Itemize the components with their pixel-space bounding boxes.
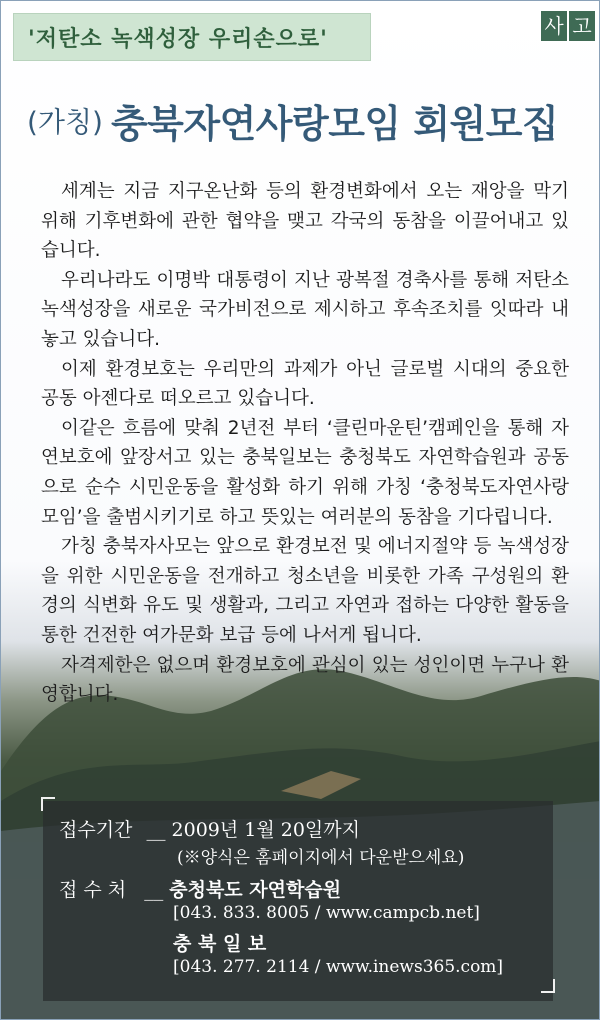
slogan-text: '저탄소 녹색성장 우리손으로' [28,27,328,52]
corner-bracket-top-left [41,797,55,811]
body-paragraph: 이같은 흐름에 맞춰 2년전 부터 ‘클린마운틴’캠페인을 통해 자연보호에 앞장서고 있는 충북일보는 충청북도 자연학습원과 공동으로 순수 시민운동을 활성화 하기 위해 가칭 ‘충청북도자연사랑모임’을 출범시키기로 하고 뜻있는 여러분의 동참을 기다립니다. [41,417,569,528]
section-tag-char: 고 [569,11,595,41]
page-title [27,93,558,148]
article-body [41,177,569,710]
body-paragraph: 우리나라도 이명박 대통령이 지난 광복절 경축사를 통해 저탄소 녹색성장을 새로운 국가비전으로 제시하고 후속조치를 잇따라 내놓고 있습니다. [41,269,569,350]
period-separator: __ [146,819,166,841]
corner-bracket-bottom-right [541,979,555,993]
body-paragraph: 자격제한은 없으며 환경보호에 관심이 있는 성인이면 누구나 환영합니다. [41,654,569,706]
period-row [59,815,360,842]
body-paragraph: 세계는 지금 지구온난화 등의 환경변화에서 오는 재앙을 막기 위해 기후변화에 관한 협약을 맺고 각국의 동참을 이끌어내고 있습니다. [41,181,569,262]
section-tag-char: 사 [541,11,567,41]
body-paragraph: 이제 환경보호는 우리만의 과제가 아닌 글로벌 시대의 중요한 공동 아젠다로 떠오르고 있습니다. [41,358,569,410]
org1-contact: [043. 833. 8005 / www.campcb.net] [173,903,480,923]
title-prefix: (가칭) [27,105,103,139]
period-note: (※양식은 홈페이지에서 다운받으세요) [177,848,465,868]
period-value: 2009년 1월 20일까지 [171,819,360,841]
org2-contact: [043. 277. 2114 / www.inews365.com] [173,957,504,977]
period-label: 접수기간 [59,819,133,841]
body-paragraph: 가칭 충북자사모는 앞으로 환경보전 및 에너지절약 등 녹색성장을 위한 시민운동을 전개하고 청소년을 비롯한 가족 구성원의 환경의 식변화 유도 및 생활과, 그리고 자연과 접하는 다양한 활동을 통한 건전한 여가문화 보급 등에 나서게 됩니다. [41,536,569,646]
org1-name: 충청북도 자연학습원 [169,879,342,901]
place-row [59,875,341,902]
title-main: 충북자연사랑모임 회원모집 [110,102,559,146]
org2-name: 충 북 일 보 [173,933,267,955]
place-label: 접 수 처 [59,879,127,901]
slogan-banner [13,13,371,61]
place-separator: __ [144,879,164,901]
